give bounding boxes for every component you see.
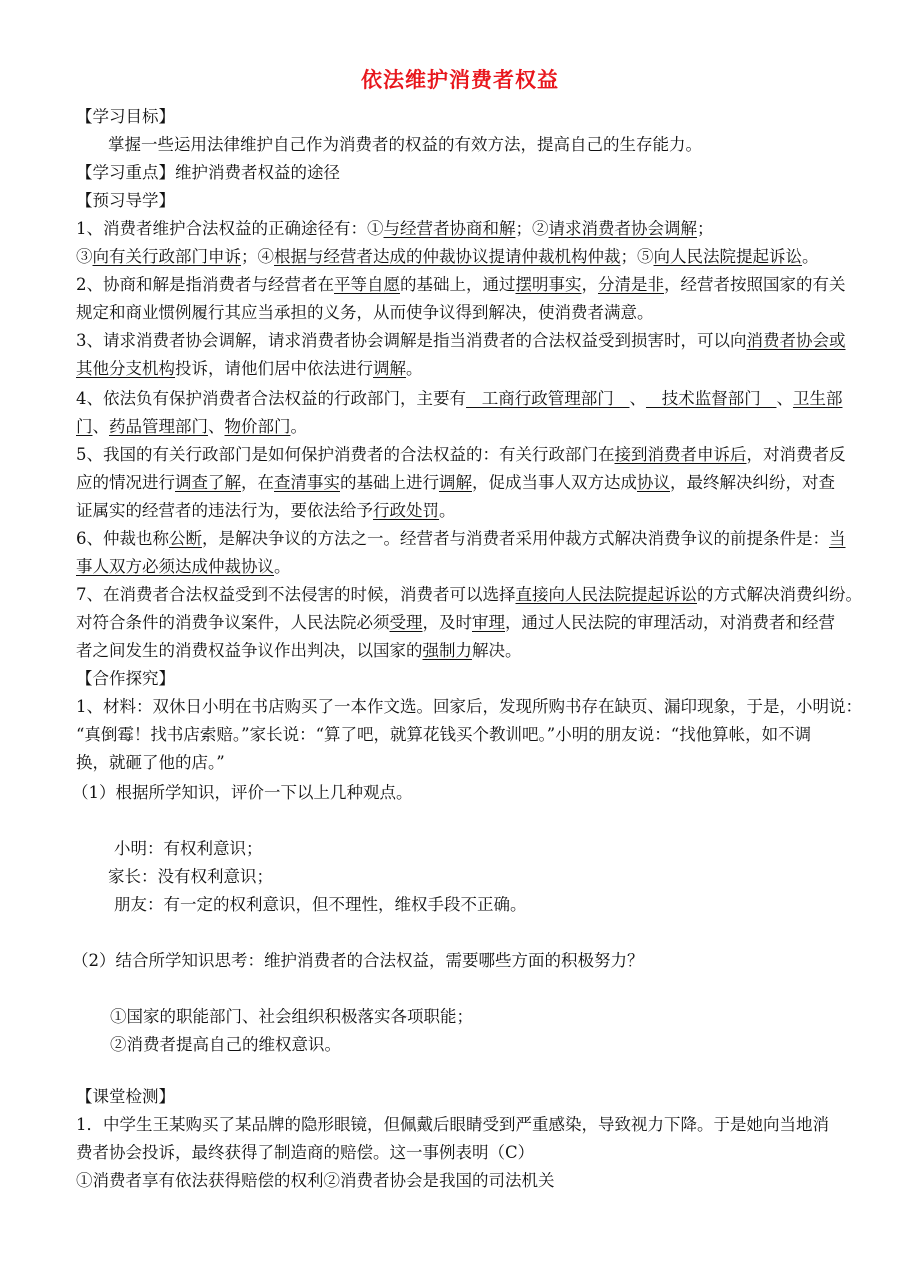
text-run: 2、协商和解是指消费者与经营者在 bbox=[76, 275, 334, 294]
text-run: 解决。 bbox=[472, 641, 522, 660]
text-run: 应的情况进行 bbox=[76, 473, 175, 492]
text-run: 。 bbox=[439, 501, 456, 520]
key-text: 维护消费者权益的途径 bbox=[175, 163, 340, 182]
preview-q7-line3 bbox=[76, 640, 884, 662]
preview-q7-line1 bbox=[76, 584, 884, 606]
text-run: 投诉，请他们居中依法进行 bbox=[175, 359, 373, 378]
answer-blank: 协议 bbox=[637, 473, 670, 492]
preview-q5-line2 bbox=[76, 472, 884, 494]
answer-blank: 门 bbox=[76, 417, 93, 436]
text-run: 。 bbox=[802, 247, 819, 266]
text-run: 5、我国的有关行政部门是如何保护消费者的合法权益的：有关行政部门在 bbox=[76, 445, 615, 464]
coop-question-2: （2）结合所学知识思考：维护消费者的合法权益，需要哪些方面的积极努力？ bbox=[72, 951, 644, 970]
coop-answer-friend: 朋友：有一定的权利意识，但不理性，维权手段不正确。 bbox=[114, 895, 527, 914]
answer-blank: 消费者协会或 bbox=[746, 331, 846, 350]
coop-material-line2: “真倒霉！找书店索赔。”家长说：“算了吧，就算花钱买个教训吧。”小明的朋友说：“找他算帐，如不调 bbox=[76, 725, 812, 744]
text-run: ，在 bbox=[241, 473, 274, 492]
answer-blank: 请求消费者协会调解 bbox=[548, 219, 697, 238]
text-run: ；② bbox=[515, 219, 549, 238]
text-run: ； bbox=[697, 219, 714, 238]
goal-heading: 【学习目标】 bbox=[76, 107, 175, 126]
text-run: 者之间发生的消费权益争议作出判决，以国家的 bbox=[76, 641, 423, 660]
answer-blank: 调查了解 bbox=[175, 473, 241, 492]
text-run: 7、在消费者合法权益受到不法侵害的时候，消费者可以选择 bbox=[76, 585, 516, 604]
preview-q5-line3 bbox=[76, 500, 884, 522]
preview-q1-line1 bbox=[76, 218, 884, 240]
check-line3: ①消费者享有依法获得赔偿的权利②消费者协会是我国的司法机关 bbox=[76, 1171, 555, 1190]
answer-blank: 与经营者协商和解 bbox=[383, 219, 516, 238]
text-run: ，通过人民法院的审理活动，对消费者和经营 bbox=[505, 613, 835, 632]
text-run: 3、请求消费者协会调解，请求消费者协会调解是指当消费者的合法权益受到损害时，可以向 bbox=[76, 331, 747, 350]
answer-blank: 公断 bbox=[169, 529, 202, 548]
text-run: 4、依法负有保护消费者合法权益的行政部门，主要有 bbox=[76, 389, 466, 408]
text-run: 、 bbox=[92, 417, 109, 436]
preview-q2-line2: 规定和商业惯例履行其应当承担的义务，从而使争议得到解决，使消费者满意。 bbox=[76, 303, 654, 322]
answer-blank: 其他分支机构 bbox=[76, 359, 175, 378]
coop-heading: 【合作探究】 bbox=[76, 669, 175, 688]
coop-material-line1: 1、材料：双休日小明在书店购买了一本作文选。回家后，发现所购书存在缺页、漏印现象，于是，小明说： bbox=[76, 697, 862, 716]
answer-blank: 查清事实 bbox=[274, 473, 340, 492]
preview-q4-line1 bbox=[76, 388, 884, 410]
answer-blank: 调解 bbox=[373, 359, 406, 378]
preview-heading: 【预习导学】 bbox=[76, 191, 175, 210]
answer-blank: 向有关行政部门申诉 bbox=[92, 247, 241, 266]
check-heading: 【课堂检测】 bbox=[76, 1087, 175, 1106]
text-run: ，及时 bbox=[422, 613, 472, 632]
answer-blank: 工商行政管理部门 bbox=[466, 389, 630, 408]
text-run: 。 bbox=[406, 359, 423, 378]
preview-q2-line1 bbox=[76, 274, 884, 296]
text-run: ，是解决争议的方法之一。经营者与消费者采用仲裁方式解决消费争议的前提条件是： bbox=[202, 529, 829, 548]
answer-blank: 调解 bbox=[439, 473, 472, 492]
answer-blank: 当 bbox=[829, 529, 846, 548]
answer-blank: 直接向人民法院提起诉讼 bbox=[515, 585, 697, 604]
text-run: 、 bbox=[776, 389, 793, 408]
coop-material-line3: 换，就砸了他的店。” bbox=[76, 753, 225, 772]
answer-blank: 物价部门 bbox=[224, 417, 291, 436]
text-run: 。 bbox=[274, 557, 291, 576]
text-run: 的基础上进行 bbox=[340, 473, 439, 492]
preview-q6-line2 bbox=[76, 556, 884, 578]
answer-blank: 根据与经营者达成的仲裁协议提请仲裁机构仲裁 bbox=[274, 247, 621, 266]
text-run: ，对消费者反 bbox=[746, 445, 846, 464]
preview-q7-line2 bbox=[76, 612, 884, 634]
text-run: 。 bbox=[290, 417, 307, 436]
preview-q3-line1 bbox=[76, 330, 884, 352]
answer-blank: 审理 bbox=[472, 613, 505, 632]
check-line1: 1．中学生王某购买了某品牌的隐形眼镜，但佩戴后眼睛受到严重感染，导致视力下降。于是她向当地消 bbox=[76, 1115, 829, 1134]
text-run: ， bbox=[581, 275, 598, 294]
answer-blank: 摆明事实 bbox=[515, 275, 582, 294]
coop-answer-xiaoming: 小明：有权利意识； bbox=[114, 839, 263, 858]
answer-blank: 平等自愿 bbox=[334, 275, 400, 294]
preview-q1-line2 bbox=[76, 246, 884, 268]
preview-q4-line2 bbox=[76, 416, 884, 438]
answer-blank: 接到消费者申诉后 bbox=[614, 445, 747, 464]
text-run: ；④ bbox=[241, 247, 274, 266]
answer-blank: 事人双方必须达成仲裁协议 bbox=[76, 557, 274, 576]
key-point bbox=[76, 162, 884, 184]
text-run: ，经营者按照国家的有关 bbox=[664, 275, 846, 294]
answer-blank: 强制力 bbox=[422, 641, 472, 660]
coop-answer-b1: ①国家的职能部门、社会组织积极落实各项职能； bbox=[110, 1007, 473, 1026]
text-run: 对符合条件的消费争议案件，人民法院必须 bbox=[76, 613, 390, 632]
text-run: ，促成当事人双方达成 bbox=[472, 473, 637, 492]
answer-blank: 技术监督部门 bbox=[645, 389, 777, 408]
text-run: ；⑤ bbox=[620, 247, 654, 266]
text-run: 的基础上，通过 bbox=[400, 275, 516, 294]
answer-blank: 药品管理部门 bbox=[109, 417, 208, 436]
coop-answer-parent: 家长：没有权利意识； bbox=[108, 867, 273, 886]
text-run: 6、仲裁也称 bbox=[76, 529, 169, 548]
answer-blank: 卫生部 bbox=[792, 389, 843, 408]
text-run: 、 bbox=[208, 417, 225, 436]
preview-q6-line1 bbox=[76, 528, 884, 550]
answer-blank: 受理 bbox=[389, 613, 423, 632]
answer-blank: 向人民法院提起诉讼 bbox=[653, 247, 802, 266]
check-line2: 费者协会投诉，最终获得了制造商的赔偿。这一事例表明（C） bbox=[76, 1143, 535, 1162]
preview-q3-line2 bbox=[76, 358, 884, 380]
key-heading: 【学习重点】 bbox=[76, 163, 175, 182]
page-title: 依法维护消费者权益 bbox=[361, 68, 559, 92]
coop-answer-b2: ②消费者提高自己的维权意识。 bbox=[110, 1035, 341, 1054]
text-run: 、 bbox=[629, 389, 646, 408]
text-run: 证属实的经营者的违法行为，要依法给予 bbox=[76, 501, 373, 520]
answer-blank: 分清是非 bbox=[598, 275, 664, 294]
text-run: 的方式解决消费纠纷。 bbox=[697, 585, 862, 604]
text-run: 1、消费者维护合法权益的正确途径有：① bbox=[76, 219, 384, 238]
text-run: ，最终解决纠纷，对查 bbox=[670, 473, 835, 492]
preview-q5-line1 bbox=[76, 444, 884, 466]
text-run: ③ bbox=[76, 247, 93, 266]
coop-question-1: （1）根据所学知识，评价一下以上几种观点。 bbox=[72, 783, 413, 802]
answer-blank: 行政处罚 bbox=[373, 501, 439, 520]
goal-text: 掌握一些运用法律维护自己作为消费者的权益的有效方法，提高自己的生存能力。 bbox=[108, 135, 702, 154]
